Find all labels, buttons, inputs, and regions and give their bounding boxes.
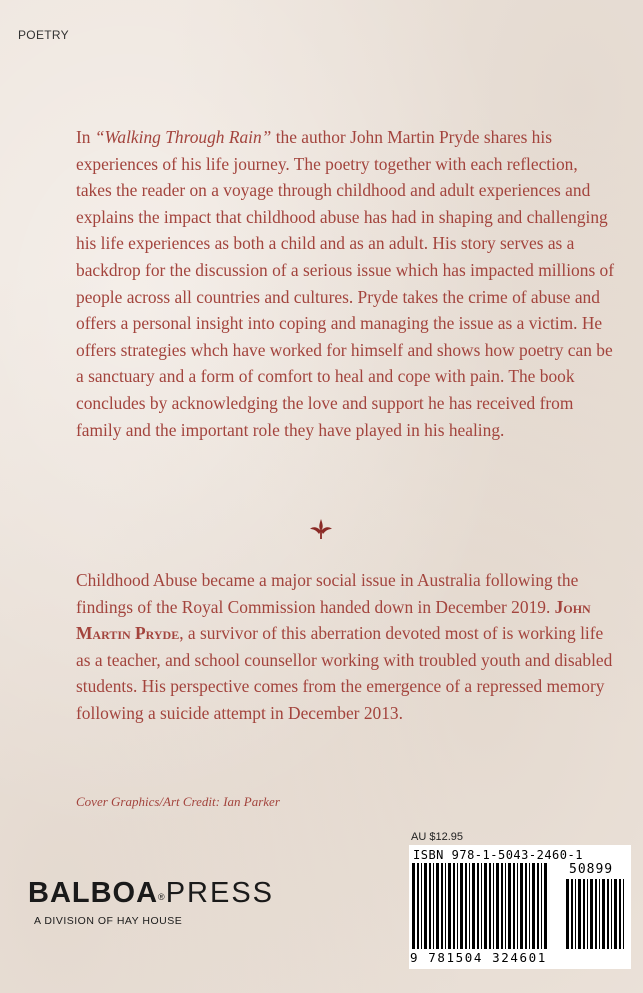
blurb-intro-prefix: In bbox=[76, 127, 95, 147]
bio-text-end: , a survivor of this aberration devoted most of is working life as a teacher, and school counsellor working with troubled youth and disabled students. His perspective comes from the emergence of a repressed memory following a suicide attempt in December 2013. bbox=[76, 623, 613, 723]
cover-credit: Cover Graphics/Art Credit: Ian Parker bbox=[76, 794, 280, 809]
isbn-number: ISBN 978-1-5043-2460-1 bbox=[413, 848, 583, 862]
publisher-name-rest: PRESS bbox=[165, 877, 275, 909]
book-title: “Walking Through Rain” bbox=[94, 127, 272, 147]
barcode-icon bbox=[411, 863, 551, 949]
blurb-paragraph bbox=[76, 124, 616, 443]
registered-mark: ® bbox=[158, 892, 166, 902]
barcode bbox=[409, 845, 631, 969]
fleuron-icon bbox=[308, 517, 334, 541]
supplement-barcode-icon bbox=[565, 879, 627, 949]
blurb-text: the author John Martin Pryde shares his experiences of his life journey. The poetry together with each reflection, takes the reader on a voyage through childhood and adult experiences and explains the impact that childhood abuse has had in shaping and challenging his life experiences as both a child and as an adult. His story serves as a backdrop for the discussion of a serious issue which has impacted millions of people across all countries and cultures. Pryde takes the crime of abuse and offers a personal insight into coping and managing the issue as a victim. He offers strategies whch have worked for himself and shows how poetry can be a sanctuary and a form of comfort to heal and cope with pain. The book concludes by acknowledging the love and support he has received from family and the important role they have played in his healing. bbox=[76, 127, 615, 440]
publisher-name bbox=[28, 877, 274, 913]
publisher-division: A DIVISION OF HAY HOUSE bbox=[34, 915, 183, 927]
publisher-logo bbox=[28, 877, 274, 927]
author-name: John Martin Pryde bbox=[76, 596, 591, 644]
ean-number: 9 781504 324601 bbox=[410, 950, 547, 965]
publisher-name-bold: BALBOA bbox=[28, 877, 159, 909]
supplement-number: 50899 bbox=[569, 862, 614, 877]
bio-text-start: Childhood Abuse became a major social issue in Australia following the findings of the Royal Commission handed down in December 2019. bbox=[76, 570, 579, 617]
author-bio-paragraph bbox=[76, 567, 616, 727]
price-label: AU $12.95 bbox=[411, 831, 463, 843]
genre-label: POETRY bbox=[18, 28, 69, 42]
